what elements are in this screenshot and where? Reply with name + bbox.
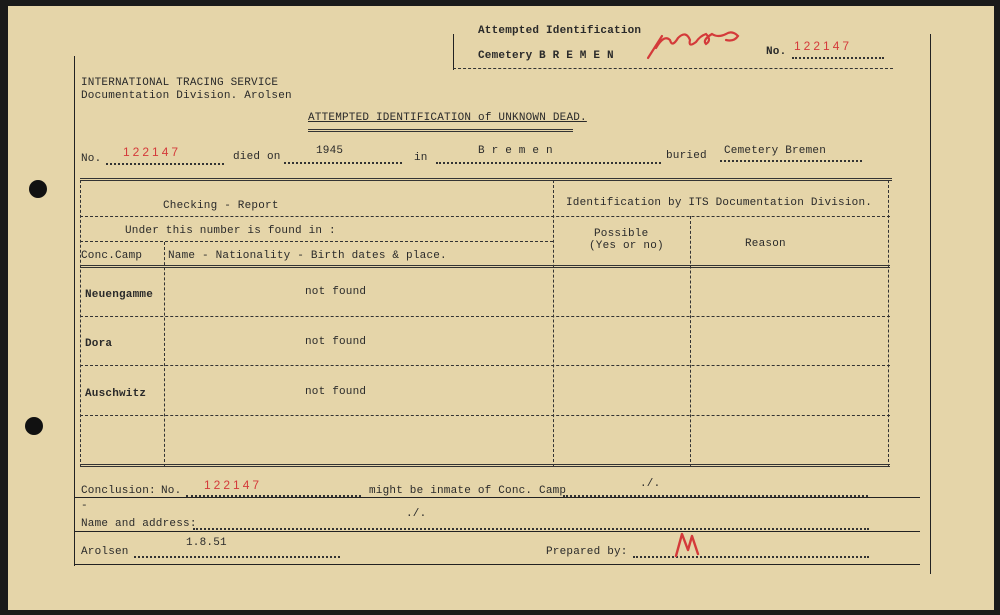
card-right-border <box>930 34 931 574</box>
row-1-line <box>80 316 890 317</box>
name-address-label: Name and address: <box>81 518 197 530</box>
row-3-camp: Auschwitz <box>85 388 147 400</box>
died-on-dots <box>284 162 402 164</box>
conclusion-line <box>74 497 920 498</box>
reason-header: Reason <box>745 238 786 250</box>
stray-mark: - <box>81 500 88 512</box>
conclusion-value: ./. <box>640 478 661 490</box>
header-box-no-dots <box>792 57 884 59</box>
camp-column-header: Conc.Camp <box>81 250 143 262</box>
prepared-by-dots <box>633 556 869 558</box>
card-left-border <box>74 56 75 566</box>
table-bottom-border <box>80 464 890 467</box>
table-mid-divider <box>553 180 554 467</box>
conclusion-no-label: No. <box>161 485 182 497</box>
buried-dots <box>720 160 862 162</box>
table-top-border <box>80 178 892 181</box>
punch-hole-top <box>29 180 47 198</box>
table-right-border <box>888 180 889 467</box>
possible-header: Possible <box>594 228 649 240</box>
name-column-header: Name - Nationality - Birth dates & place. <box>168 250 447 262</box>
header-box-cemetery-value: B R E M E N <box>539 50 614 62</box>
row-1-camp: Neuengamme <box>85 289 154 301</box>
row-1-result: not found <box>305 286 367 298</box>
row-2-camp: Dora <box>85 338 113 350</box>
row-3-line <box>80 415 890 416</box>
found-in-subheader: Under this number is found in : <box>125 225 336 237</box>
died-on-value: 1945 <box>316 145 344 157</box>
table-reason-divider <box>690 216 691 467</box>
prepared-by-signature <box>672 528 702 565</box>
table-left-border <box>80 180 81 467</box>
header-box-left-border <box>453 34 454 70</box>
header-box-no-label: No. <box>766 46 787 58</box>
handwritten-none-note <box>642 20 752 69</box>
row-3-result: not found <box>305 386 367 398</box>
row-2-line <box>80 365 890 366</box>
record-no-dots <box>106 163 224 165</box>
subheader-line <box>80 241 553 242</box>
in-dots <box>436 162 661 164</box>
header-box-cemetery-label: Cemetery <box>478 50 533 62</box>
record-no-label: No. <box>81 153 102 165</box>
footer-line <box>74 564 920 565</box>
in-label: in <box>414 152 428 164</box>
row-2-result: not found <box>305 336 367 348</box>
header-box-title: Attempted Identification <box>478 25 642 37</box>
prepared-by-label: Prepared by: <box>546 546 628 558</box>
footer-place: Arolsen <box>81 546 129 558</box>
conclusion-text: might be inmate of Conc. Camp <box>369 485 567 497</box>
form-title: ATTEMPTED IDENTIFICATION of UNKNOWN DEAD. <box>308 112 587 124</box>
name-address-dots <box>193 528 869 530</box>
died-on-label: died on <box>233 151 281 163</box>
header-box-no-value: 122147 <box>794 39 853 53</box>
identification-header: Identification by ITS Documentation Division. <box>566 197 873 209</box>
in-value: B r e m e n <box>478 145 553 157</box>
conclusion-no-value: 122147 <box>204 478 263 492</box>
checking-report-header: Checking - Report <box>163 200 279 212</box>
column-header-line <box>80 265 890 268</box>
footer-date: 1.8.51 <box>186 537 227 549</box>
table-camp-divider <box>164 242 165 467</box>
name-address-value: ./. <box>406 508 427 520</box>
record-no-value: 122147 <box>123 145 182 159</box>
footer-date-dots <box>134 556 340 558</box>
table-header-line <box>80 216 890 217</box>
form-title-underline <box>308 129 573 132</box>
punch-hole-bottom <box>25 417 43 435</box>
buried-label: buried <box>666 150 707 162</box>
buried-value: Cemetery Bremen <box>724 145 827 157</box>
name-address-line <box>74 531 920 532</box>
possible-subheader: (Yes or no) <box>589 240 664 252</box>
org-division: Documentation Division. Arolsen <box>81 90 292 102</box>
conclusion-label: Conclusion: <box>81 485 156 497</box>
org-name: INTERNATIONAL TRACING SERVICE <box>81 77 279 89</box>
identification-card <box>8 6 994 610</box>
